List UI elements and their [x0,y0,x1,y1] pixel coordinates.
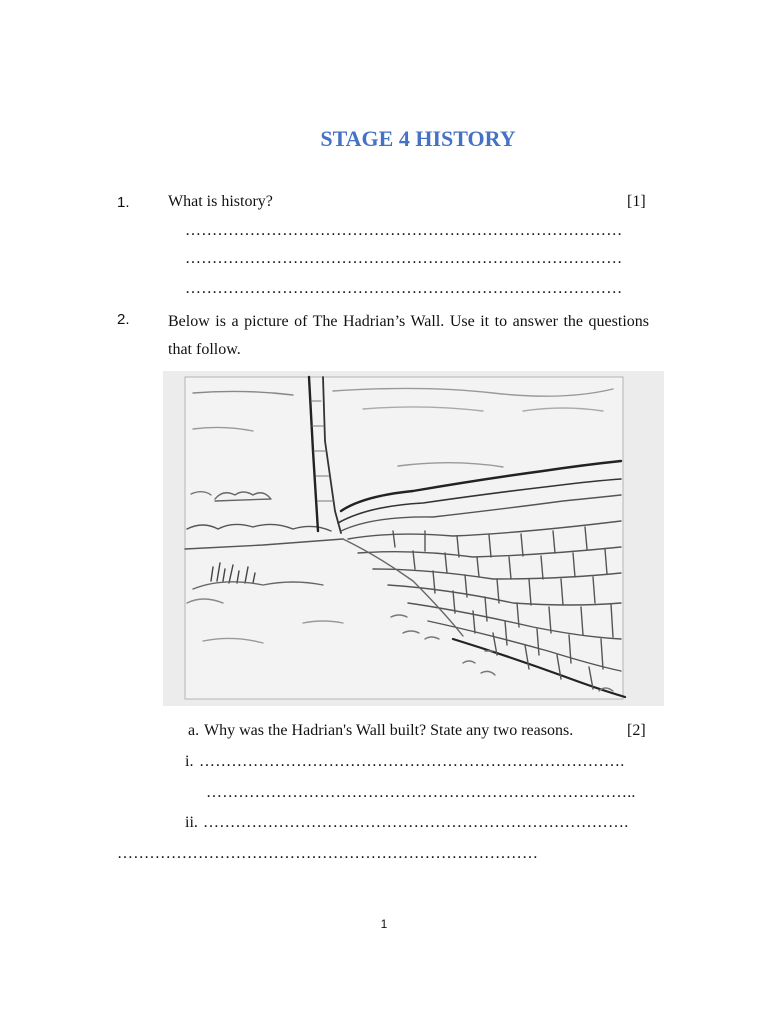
question-1-text: What is history? [168,193,273,210]
hadrians-wall-sketch-icon [163,371,664,706]
page-title: STAGE 4 HISTORY [320,126,516,151]
answer-line: ……………………………………………………………………… [185,280,623,297]
question-1-marks: [1] [627,193,646,210]
question-2-text: Below is a picture of The Hadrian’s Wall. Use it to answer the questions that follow. [168,313,649,358]
answer-item-i-label: i. [185,753,194,770]
answer-line: ……………………………………………………………………. [199,753,625,770]
answer-line: ……………………………………………………………………… [185,250,623,267]
answer-line: …………………………………………………………………… [117,845,539,862]
answer-line: ……………………………………………………………………. [203,814,629,831]
question-2a-label: a. [188,722,200,739]
page-number: 1 [380,917,388,931]
question-2-number: 2. [117,311,130,328]
question-2a-text: Why was the Hadrian's Wall built? State any two reasons. [204,722,574,739]
answer-line: …………………………………………………………………….. [206,784,636,801]
answer-line: ……………………………………………………………………… [185,222,623,239]
question-1-number: 1. [117,194,130,211]
question-2a-marks: [2] [627,722,646,739]
answer-item-ii-label: ii. [185,814,198,831]
